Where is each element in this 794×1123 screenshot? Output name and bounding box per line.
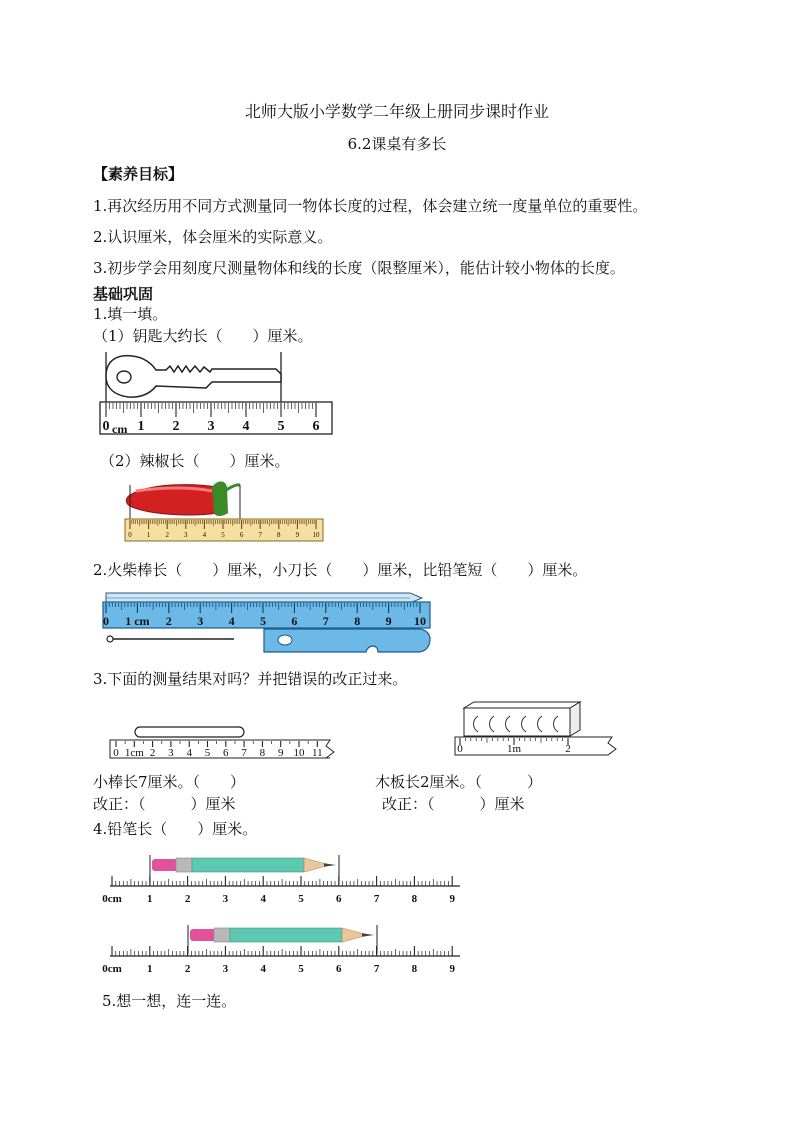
- ruler-label: 9: [295, 531, 300, 539]
- stick-ruler-figure: [108, 724, 338, 766]
- chili-ruler-figure: [122, 475, 327, 545]
- ruler-label: 4: [260, 893, 266, 905]
- section-heading: 基础巩固: [93, 285, 154, 303]
- ruler-label: 7: [322, 614, 329, 628]
- ruler-label: 4: [202, 531, 207, 539]
- ruler-label: 5: [204, 747, 211, 759]
- ruler-label: 1 cm: [125, 614, 150, 628]
- ruler-label: 3: [222, 963, 229, 975]
- ruler-label: 8: [277, 531, 281, 539]
- goal-item-2: 2.认识厘米，体会厘米的实际意义。: [93, 228, 333, 246]
- board-ruler-figure: [452, 700, 622, 762]
- pencil-ruler-figure-2: [100, 922, 470, 982]
- ruler-label: 7: [373, 893, 380, 905]
- ruler-label: 2: [172, 419, 180, 434]
- goal-item-3: 3.初步学会用刻度尺测量物体和线的长度（限整厘米），能估计较小物体的长度。: [93, 259, 625, 277]
- ruler-label: 1: [137, 419, 145, 434]
- match-ruler-figure: [100, 588, 435, 656]
- ruler-label: 4: [260, 963, 266, 975]
- key-ruler: [100, 402, 332, 434]
- pencil-ruler-figure-1: [100, 852, 470, 912]
- matchstick-image: [107, 636, 234, 642]
- ruler-label: 5: [277, 419, 285, 434]
- ruler-label: 10: [414, 614, 426, 628]
- ruler-label: 5: [221, 531, 225, 539]
- stick-result: 小棒长7厘米。（ ）: [93, 773, 246, 791]
- ruler-label: 3: [184, 531, 188, 539]
- ruler-label: 0: [113, 747, 119, 759]
- ruler-label: 3: [222, 893, 229, 905]
- q1-title: 1.填一填。: [93, 305, 168, 323]
- board-fix: 改正：（ ）厘米: [382, 795, 525, 813]
- ruler-label: 6: [223, 747, 229, 759]
- key-image: [106, 352, 281, 402]
- ruler-label: 2: [165, 531, 169, 539]
- ruler-label: 0: [102, 419, 110, 434]
- ruler-label: 3: [207, 419, 215, 434]
- ruler-label: 5: [298, 963, 304, 975]
- q1-part1: （1）钥匙大约长（ ）厘米。: [93, 327, 313, 345]
- ruler-label: 0: [103, 614, 109, 628]
- ruler-label: 6: [336, 893, 342, 905]
- ruler-label: 4: [186, 747, 192, 759]
- goals-heading: 【素养目标】: [93, 165, 184, 183]
- stick-fix: 改正：（ ）厘米: [93, 795, 236, 813]
- ruler-label: 2: [565, 743, 571, 755]
- ruler-label: 2: [184, 963, 191, 975]
- ruler-label: 7: [241, 747, 247, 759]
- ruler-label: 5: [260, 614, 266, 628]
- goal-item-1: 1.再次经历用不同方式测量同一物体长度的过程，体会建立统一度量单位的重要性。: [93, 197, 648, 215]
- ruler-label: 0: [128, 531, 132, 539]
- ruler-label: 9: [385, 614, 392, 628]
- ruler-label: 1: [147, 963, 153, 975]
- ruler-label: 2: [184, 893, 191, 905]
- ruler-label: 4: [228, 614, 235, 628]
- ruler-label: 2: [165, 614, 172, 628]
- ruler-label: 1cm: [124, 747, 144, 759]
- ruler-label: 6: [239, 531, 244, 539]
- ruler-label: 11: [312, 747, 323, 759]
- ruler-label: 9: [277, 747, 284, 759]
- ruler-label: 3: [168, 747, 174, 759]
- ruler-label: 1: [146, 531, 151, 539]
- pencil-image-2: [188, 925, 377, 954]
- ruler-label: 9: [449, 893, 455, 905]
- ruler-label: 0: [457, 743, 463, 755]
- ruler-label: 1m: [506, 743, 522, 755]
- ruler-label: 1: [147, 893, 153, 905]
- lesson-title: 6.2课桌有多长: [347, 135, 447, 153]
- knife-image: [264, 629, 430, 652]
- ruler-label: 0cm: [102, 893, 122, 905]
- stick-image: [135, 727, 244, 737]
- ruler-label: 4: [242, 419, 250, 434]
- ruler-label: 0cm: [102, 963, 122, 975]
- ruler-label: 9: [449, 963, 455, 975]
- q2-title: 2.火柴棒长（ ）厘米，小刀长（ ）厘米，比铅笔短（ ）厘米。: [93, 561, 588, 579]
- q5-title: 5.想一想，连一连。: [102, 992, 237, 1010]
- board-image: [464, 702, 580, 736]
- board-result: 木板长2厘米。（ ）: [375, 773, 543, 791]
- ruler-label: 6: [312, 419, 320, 434]
- ruler-label: 6: [336, 963, 342, 975]
- ruler-label: 7: [258, 531, 262, 539]
- ruler-label: 7: [373, 963, 380, 975]
- key-ruler-figure: [100, 350, 335, 440]
- ruler-label: 5: [298, 893, 304, 905]
- ruler-label: 8: [411, 963, 418, 975]
- match-ruler: [103, 602, 430, 628]
- ruler-label: 3: [197, 614, 204, 628]
- ruler-label: 10: [312, 531, 320, 539]
- page-title: 北师大版小学数学二年级上册同步课时作业: [244, 102, 549, 121]
- ruler-label: 2: [149, 747, 156, 759]
- q3-title: 3.下面的测量结果对吗？并把错误的改正过来。: [93, 670, 408, 688]
- ruler-label: 8: [411, 893, 418, 905]
- ruler-label: 8: [259, 747, 266, 759]
- q4-title: 4.铅笔长（ ）厘米。: [93, 820, 258, 838]
- key-ruler-unit: cm: [112, 422, 128, 436]
- ruler-label: 8: [354, 614, 361, 628]
- ruler-label: 6: [291, 614, 298, 628]
- ruler-label: 10: [293, 747, 305, 759]
- chili-image: [126, 481, 240, 520]
- q1-part2: （2）辣椒长（ ）厘米。: [100, 452, 290, 470]
